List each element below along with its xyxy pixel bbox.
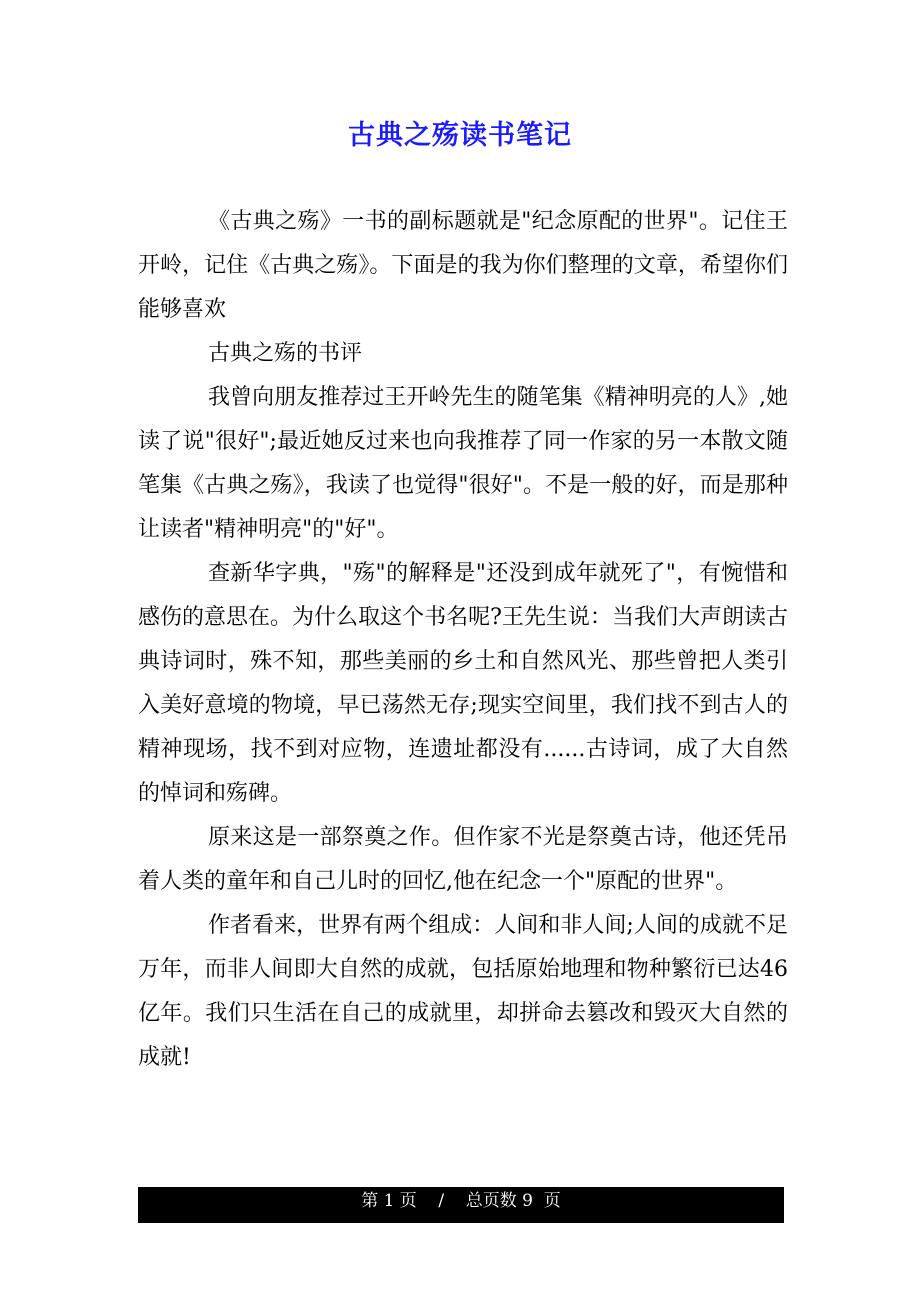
paragraph-memorial: 原来这是一部祭奠之作。但作家不光是祭奠古诗，他还凭吊着人类的童年和自己儿时的回忆,他在纪念一个"原配的世界"。: [138, 825, 788, 894]
page-footer: [138, 1187, 784, 1223]
paragraph-subheading: 古典之殇的书评: [208, 341, 363, 366]
paragraph-recommendation: 我曾向朋友推荐过王开岭先生的随笔集《精神明亮的人》,她读了说"很好";最近她反过来也向我推荐了同一作家的另一本散文随笔集《古典之殇》，我读了也觉得"很好"。不是一般的好，而是那种让读者"精神明亮"的"好"。: [138, 385, 788, 542]
document-title: 古典之殇读书笔记: [348, 120, 572, 151]
paragraph-world: 作者看来，世界有两个组成：人间和非人间;人间的成就不足万年，而非人间即大自然的成就，包括原始地理和物种繁衍已达46亿年。我们只生活在自己的成就里，却拼命去篡改和毁灭大自然的成就!: [138, 913, 788, 1070]
page-number-label: 第 1 页 / 总页数 9 页: [361, 1191, 561, 1211]
document-body: [138, 200, 788, 1080]
paragraph-intro: 《古典之殇》一书的副标题就是"纪念原配的世界"。记住王开岭，记住《古典之殇》。下面是的我为你们整理的文章，希望你们能够喜欢: [138, 209, 788, 322]
paragraph-dictionary: 查新华字典，"殇"的解释是"还没到成年就死了"，有惋惜和感伤的意思在。为什么取这个书名呢?王先生说：当我们大声朗读古典诗词时，殊不知，那些美丽的乡土和自然风光、那些曾把人类引入美好意境的物境，早已荡然无存;现实空间里，我们找不到古人的精神现场，找不到对应物，连遗址都没有......古诗词，成了大自然的悼词和殇碑。: [138, 561, 788, 806]
